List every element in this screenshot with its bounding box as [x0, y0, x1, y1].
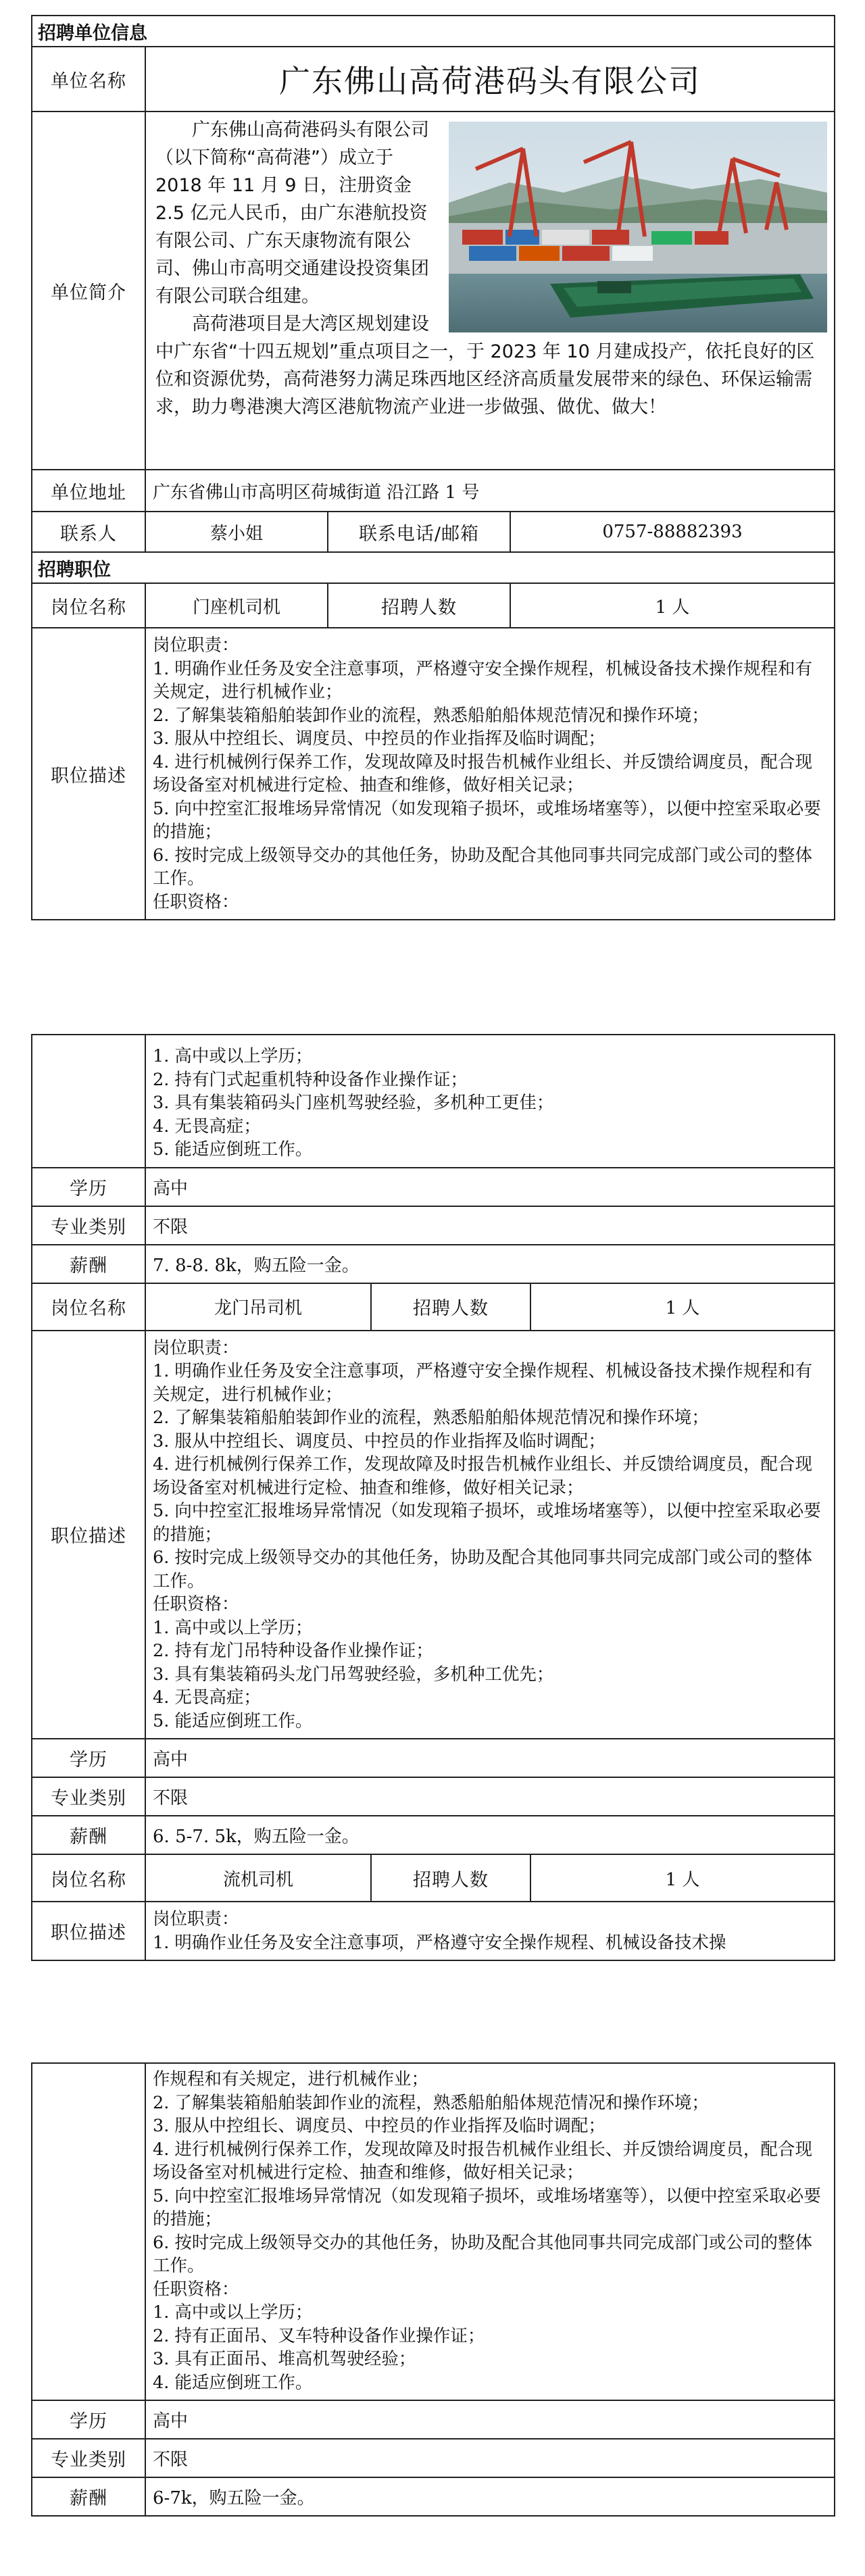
desc-line: 5. 能适应倒班工作。 — [153, 1710, 313, 1731]
intro-paragraph-1: 广东佛山高荷港码头有限公司（以下简称“高荷港”）成立于 2018 年 11 月 9 日，注册资金 2.5 亿元人民币，由广东港航投资有限公司、广东天康物流有限公司、佛山市高明交通建设投资集团有限公司联合组建。 — [155, 120, 429, 307]
desc-line: 5. 向中控室汇报堆场异常情况（如发现箱子损坏，或堆场堵塞等），以便中控室采取必要的措施； — [153, 1501, 821, 1545]
label-contact-phone: 联系电话/邮箱 — [328, 512, 510, 552]
desc-line: 1. 明确作业任务及安全注意事项，严格遵守安全操作规程，机械设备技术操作规程和有关规定，进行机械作业； — [153, 658, 812, 702]
desc-line: 3. 具有正面吊、堆高机驾驶经验； — [153, 2349, 416, 2369]
desc-line: 6. 按时完成上级领导交办的其他任务，协助及配合其他同事共同完成部门或公司的整体工作。 — [153, 2232, 812, 2276]
label-salary: 薪酬 — [32, 2477, 145, 2516]
post-desc-lines — [153, 1908, 827, 1954]
label-headcount: 招聘人数 — [328, 583, 510, 628]
label-post-desc: 职位描述 — [32, 1331, 145, 1739]
desc-line: 1. 明确作业任务及安全注意事项，严格遵守安全操作规程、机械设备技术操作规程和有关规定，进行机械作业； — [153, 1361, 812, 1405]
label-contact-person: 联系人 — [32, 512, 145, 552]
desc-line: 3. 服从中控组长、调度员、中控员的作业指挥及临时调配； — [153, 1431, 606, 1452]
desc-line: 1. 明确作业任务及安全注意事项，严格遵守安全操作规程、机械设备技术操 — [153, 1932, 726, 1953]
label-unit-address: 单位地址 — [32, 470, 145, 512]
page-1 — [31, 15, 834, 920]
section-header-unit-info: 招聘单位信息 — [32, 16, 835, 47]
desc-line: 3. 服从中控组长、调度员、中控员的作业指挥及临时调配； — [153, 728, 606, 749]
desc-line: 岗位职责： — [153, 635, 239, 655]
post-major: 不限 — [145, 1777, 835, 1816]
label-education: 学历 — [32, 1168, 145, 1206]
label-salary: 薪酬 — [32, 1816, 145, 1854]
label-major: 专业类别 — [32, 1206, 145, 1245]
desc-line: 作规程和有关规定，进行机械作业； — [153, 2069, 429, 2089]
label-post-name: 岗位名称 — [32, 1854, 145, 1902]
post-salary: 7. 8-8. 8k，购五险一金。 — [145, 1245, 835, 1283]
desc-line: 2. 了解集装箱船舶装卸作业的流程，熟悉船舶船体规范情况和操作环境； — [153, 1408, 709, 1428]
post-education: 高中 — [145, 1739, 835, 1777]
desc-line: 岗位职责： — [153, 1909, 239, 1929]
contact-phone: 0757-88882393 — [510, 512, 835, 552]
port-photo-image — [449, 122, 827, 332]
label-post-name: 岗位名称 — [32, 1283, 145, 1331]
label-major: 专业类别 — [32, 2439, 145, 2477]
post-desc — [145, 628, 835, 920]
post-requirement-lines — [153, 1045, 827, 1162]
label-major: 专业类别 — [32, 1777, 145, 1816]
desc-line: 3. 服从中控组长、调度员、中控员的作业指挥及临时调配； — [153, 2116, 606, 2136]
post-desc-continued — [145, 2063, 835, 2400]
desc-line: 5. 向中控室汇报堆场异常情况（如发现箱子损坏，或堆场堵塞等），以便中控室采取必要的措施； — [153, 2185, 821, 2229]
desc-line: 5. 向中控室汇报堆场异常情况（如发现箱子损坏，或堆场堵塞等），以便中控室采取必要的措施； — [153, 798, 821, 842]
desc-line: 4. 进行机械例行保养工作，发现故障及时报告机械作业组长、并反馈给调度员，配合现场设备室对机械进行定检、抽查和维修，做好相关记录； — [153, 2139, 812, 2183]
post-headcount: 1 人 — [510, 583, 835, 628]
post-salary: 6-7k，购五险一金。 — [145, 2477, 835, 2516]
company-name: 广东佛山高荷港码头有限公司 — [145, 47, 835, 112]
label-unit-name: 单位名称 — [32, 47, 145, 112]
desc-line: 6. 按时完成上级领导交办的其他任务，协助及配合其他同事共同完成部门或公司的整体工作。 — [153, 845, 812, 889]
post-desc-lines — [153, 634, 827, 914]
desc-line: 4. 能适应倒班工作。 — [153, 2372, 313, 2393]
post-desc — [145, 1331, 835, 1739]
label-post-desc: 职位描述 — [32, 628, 145, 920]
label-unit-intro: 单位简介 — [32, 112, 145, 470]
post-desc-lines — [153, 1337, 827, 1733]
post-name: 流机司机 — [145, 1854, 371, 1902]
intro-paragraph-2: 高荷港项目是大湾区规划建设中广东省“十四五规划”重点项目之一，于 2023 年 10 月建成投产，依托良好的区位和资源优势，高荷港努力满足珠西地区经济高质量发展带来的绿色、环保运输需求，助力粤港澳大湾区港航物流产业进一步做强、做优、做大！ — [155, 314, 815, 418]
desc-line: 1. 高中或以上学历； — [153, 1617, 313, 1638]
post-name: 门座机司机 — [145, 583, 328, 628]
post-name: 龙门吊司机 — [145, 1283, 371, 1331]
desc-line: 2. 持有龙门吊特种设备作业操作证； — [153, 1641, 433, 1661]
label-education: 学历 — [32, 1739, 145, 1777]
desc-line: 任职资格： — [153, 1594, 239, 1614]
desc-line: 2. 持有正面吊、叉车特种设备作业操作证； — [153, 2325, 485, 2346]
post-headcount: 1 人 — [530, 1283, 835, 1331]
desc-line: 3. 具有集装箱码头门座机驾驶经验，多机种工更佳； — [153, 1093, 554, 1113]
desc-line: 6. 按时完成上级领导交办的其他任务，协助及配合其他同事共同完成部门或公司的整体工作。 — [153, 1547, 812, 1591]
label-post-desc: 职位描述 — [32, 1902, 145, 1960]
post-headcount: 1 人 — [530, 1854, 835, 1902]
desc-line: 4. 无畏高症； — [153, 1687, 261, 1708]
desc-line: 2. 持有门式起重机特种设备作业操作证； — [153, 1069, 468, 1090]
desc-line: 岗位职责： — [153, 1337, 239, 1358]
desc-line: 任职资格： — [153, 2279, 239, 2300]
post-desc — [145, 1902, 835, 1960]
page-3 — [31, 2062, 834, 2517]
post-desc-lines — [153, 2068, 827, 2394]
page-2 — [31, 1034, 834, 1961]
desc-line: 4. 进行机械例行保养工作，发现故障及时报告机械作业组长、并反馈给调度员，配合现场设备室对机械进行定检、抽查和维修，做好相关记录； — [153, 1454, 812, 1498]
company-address: 广东省佛山市高明区荷城街道 沿江路 1 号 — [145, 470, 835, 512]
desc-line: 2. 了解集装箱船舶装卸作业的流程，熟悉船舶船体规范情况和操作环境； — [153, 2092, 709, 2113]
desc-line: 3. 具有集装箱码头龙门吊驾驶经验，多机种工优先； — [153, 1664, 554, 1685]
post-requirements — [145, 1035, 835, 1168]
company-intro — [145, 112, 835, 470]
label-headcount: 招聘人数 — [371, 1854, 530, 1902]
post-education: 高中 — [145, 1168, 835, 1206]
label-post-name: 岗位名称 — [32, 583, 145, 628]
label-headcount: 招聘人数 — [371, 1283, 530, 1331]
desc-line: 2. 了解集装箱船舶装卸作业的流程，熟悉船舶船体规范情况和操作环境； — [153, 705, 709, 726]
desc-line: 任职资格： — [153, 891, 239, 912]
desc-line: 4. 无畏高症； — [153, 1116, 261, 1137]
post-major: 不限 — [145, 1206, 835, 1245]
desc-line: 5. 能适应倒班工作。 — [153, 1139, 313, 1160]
label-salary: 薪酬 — [32, 1245, 145, 1283]
post-major: 不限 — [145, 2439, 835, 2477]
post-education: 高中 — [145, 2400, 835, 2439]
section-header-positions: 招聘职位 — [32, 552, 835, 583]
desc-line: 1. 高中或以上学历； — [153, 2302, 313, 2323]
post-salary: 6. 5-7. 5k，购五险一金。 — [145, 1816, 835, 1854]
contact-person: 蔡小姐 — [145, 512, 328, 552]
desc-line: 1. 高中或以上学历； — [153, 1046, 313, 1066]
desc-line: 4. 进行机械例行保养工作，发现故障及时报告机械作业组长、并反馈给调度员，配合现场设备室对机械进行定检、抽查和维修，做好相关记录； — [153, 751, 812, 795]
label-education: 学历 — [32, 2400, 145, 2439]
